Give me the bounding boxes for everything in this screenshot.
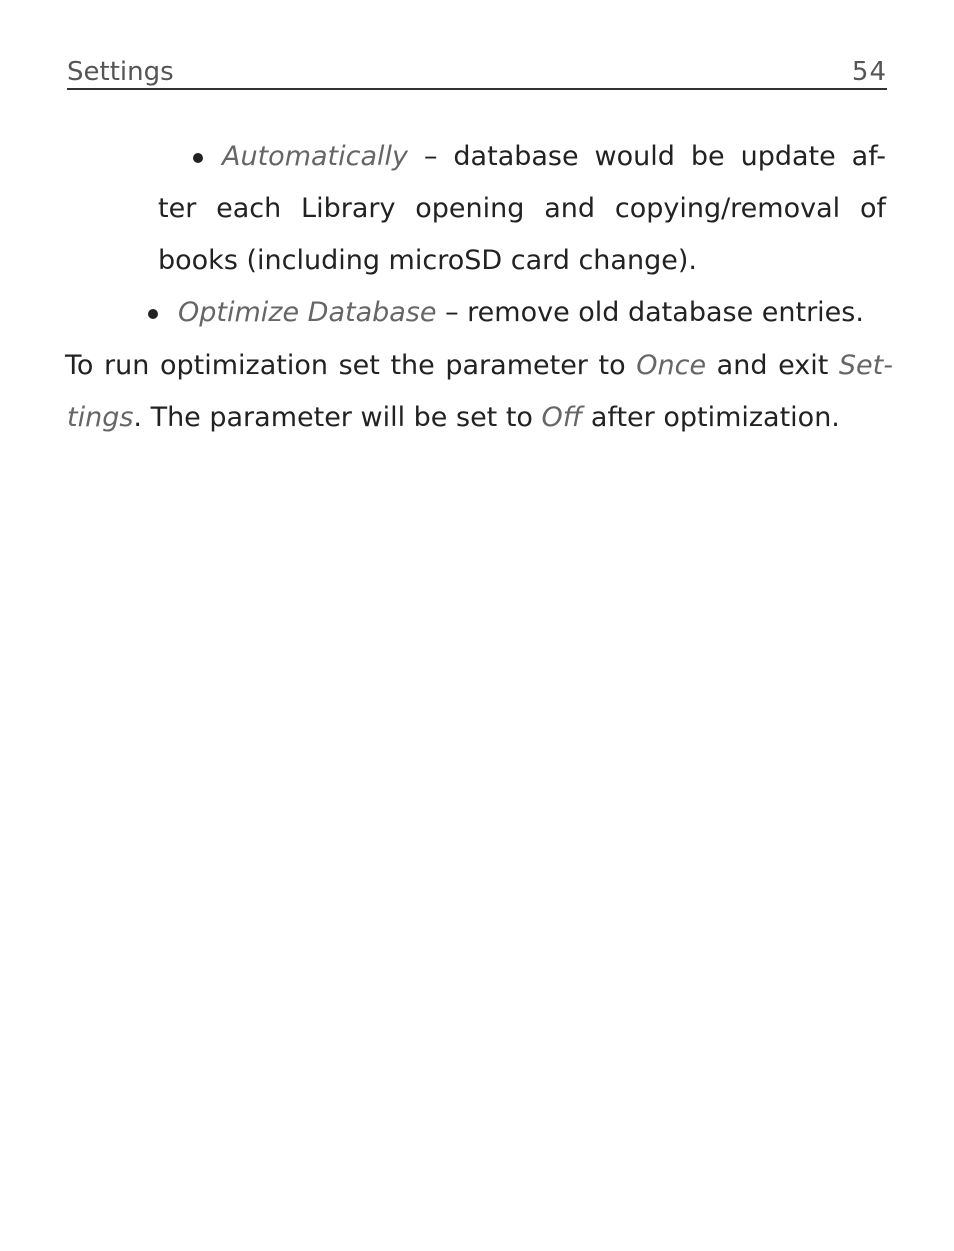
term-settings: Set- xyxy=(838,350,893,381)
paragraph-text: . The parameter will be set to xyxy=(133,402,542,433)
term-optimize-database: Optimize Database xyxy=(178,297,437,328)
paragraph-line xyxy=(65,348,893,384)
page-header xyxy=(67,56,887,90)
paragraph-text: after optimization. xyxy=(582,402,840,433)
list-item-text: ter each Library opening and copying/removal of xyxy=(158,193,886,224)
term-automatically: Automatically xyxy=(222,141,408,172)
list-item-line xyxy=(158,243,697,279)
term-off: Off xyxy=(541,402,583,433)
paragraph-text: and exit xyxy=(706,350,839,381)
list-item-line xyxy=(178,295,864,331)
list-item-text: books (including microSD card change). xyxy=(158,245,697,276)
page-number: 54 xyxy=(851,57,887,87)
list-item-text: – database would be update af- xyxy=(408,141,886,172)
bullet-dot xyxy=(148,309,158,319)
list-item-line xyxy=(222,139,886,175)
bullet-dot xyxy=(193,153,203,163)
term-once: Once xyxy=(636,350,707,381)
paragraph-text: To run optimization set the parameter to xyxy=(65,350,637,381)
list-item-text: – remove old database entries. xyxy=(436,297,864,328)
section-title: Settings xyxy=(67,57,174,87)
paragraph-line xyxy=(67,400,840,436)
term-settings: tings xyxy=(67,402,134,433)
list-item-line xyxy=(158,191,886,227)
